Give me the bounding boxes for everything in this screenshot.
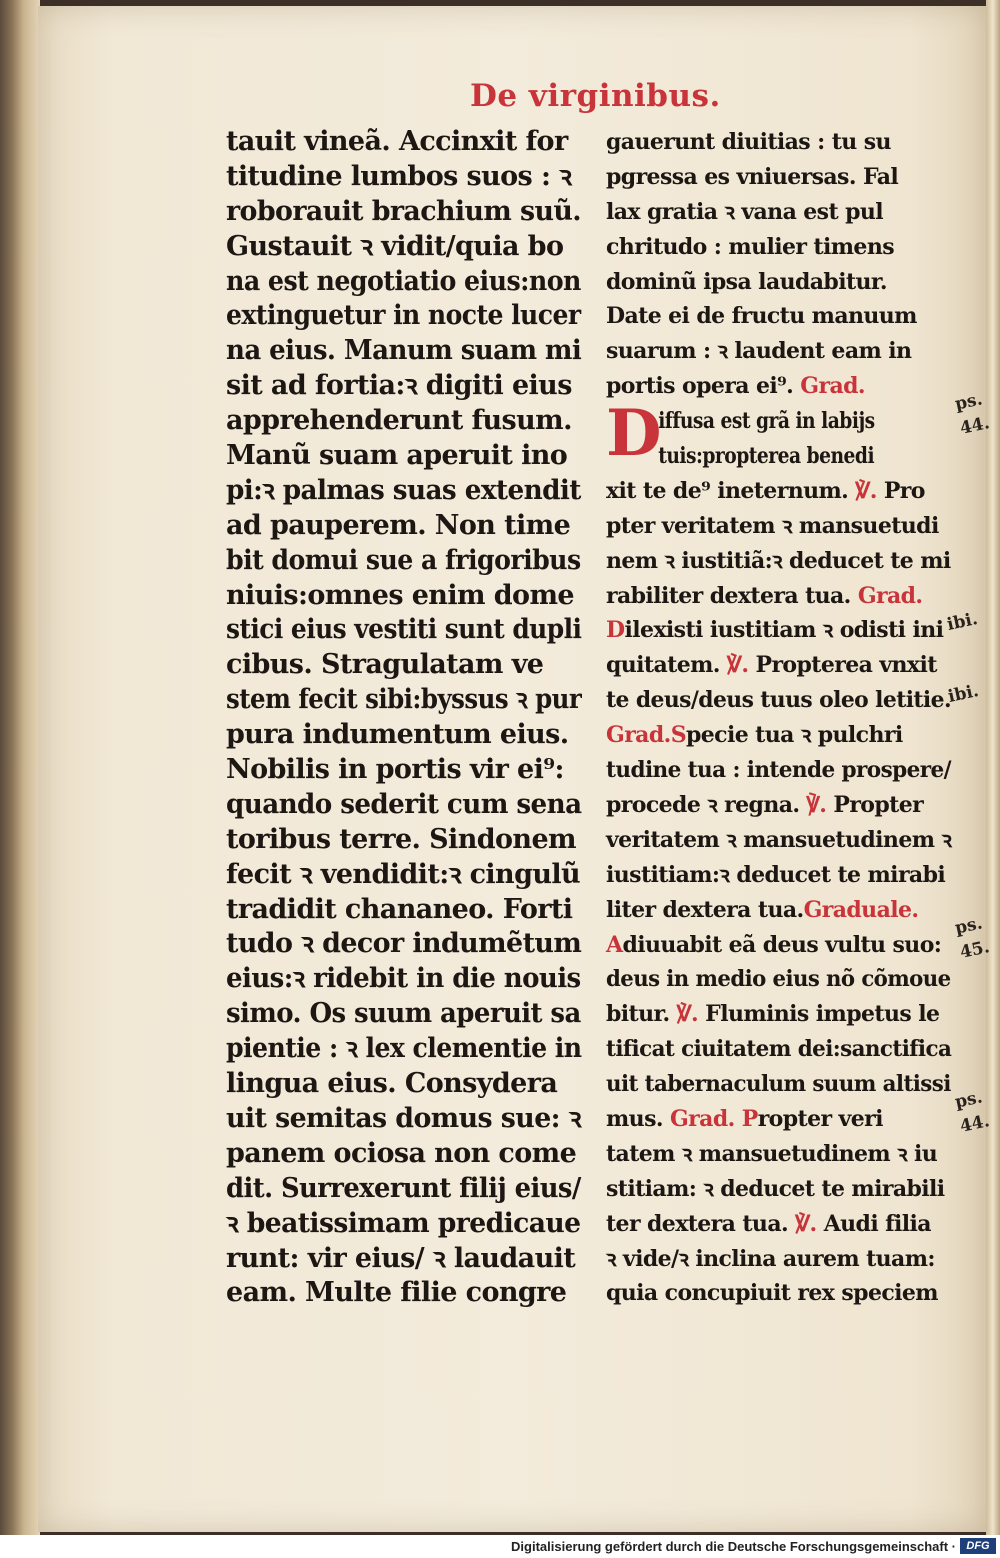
text-line: apprehenderunt fusum. <box>226 405 572 437</box>
text-line: pientie : ꝛ lex clementie in <box>226 1033 582 1065</box>
text-line: gauerunt diuitias : tu su <box>606 129 891 155</box>
text-segment: portis opera ei⁹. <box>606 373 794 400</box>
text-line: quando sederit cum sena <box>226 788 582 820</box>
text-segment: diuuabit eã deus vultu suo: <box>622 931 942 958</box>
text-line: quia concupiuit rex speciem <box>606 1280 938 1307</box>
text-line: extinguetur in nocte lucer <box>226 300 581 332</box>
rubric-grad: Grad. <box>606 722 671 749</box>
text-line: na est negotiatio eius:non <box>226 265 581 297</box>
text-line: Date ei de fructu manuum <box>606 303 917 330</box>
text-segment: procede ꝛ regna. <box>606 791 800 818</box>
text-line: eius:ꝛ ridebit in die nouis <box>226 963 581 995</box>
margin-note-psalm-number: 44. <box>958 1111 992 1137</box>
text-line: cibus. Stragulatam ve <box>226 649 544 681</box>
margin-note-psalm-ref: ps. <box>953 1087 985 1113</box>
text-line: Nobilis in portis vir ei⁹: <box>226 754 564 786</box>
text-line: chritudo : mulier timens <box>606 233 895 260</box>
text-line: pi:ꝛ palmas suas extendit <box>226 474 581 506</box>
text-line: simo. Os suum aperuit sa <box>226 998 581 1030</box>
text-line: titudine lumbos suos : ꝛ <box>226 160 572 192</box>
digitization-footer <box>0 1535 1000 1558</box>
text-line: fecit ꝛ vendidit:ꝛ cingulũ <box>226 858 581 890</box>
text-line: stem fecit sibi:byssus ꝛ pur <box>226 684 582 716</box>
dfg-logo: DFG <box>960 1538 996 1554</box>
text-line: iffusa est grã in labijs <box>658 408 875 435</box>
text-line: dominũ ipsa laudabitur. <box>606 268 887 295</box>
text-line: toribus terre. Sindonem <box>226 823 577 855</box>
text-line: bit domui sue a frigoribus <box>226 544 581 576</box>
text-line: runt: vir eius/ ꝛ laudauit <box>226 1242 576 1274</box>
text-line: Manũ suam aperuit ino <box>226 440 568 472</box>
text-line <box>606 474 951 509</box>
text-line: te deus/deus tuus oleo letitie. <box>606 687 951 714</box>
left-text-column <box>226 125 581 1311</box>
text-segment: rabiliter dextera tua. <box>606 582 851 609</box>
text-line: roborauit brachium suũ. <box>226 195 582 227</box>
rubric-versicle: ℣. <box>795 1210 817 1237</box>
text-line: suarum : ꝛ laudent eam in <box>606 338 912 365</box>
text-line <box>606 1102 951 1137</box>
text-segment: liter dextera tua. <box>606 896 804 923</box>
funding-credit: Digitalisierung gefördert durch die Deutsche Forschungsgemeinschaft · <box>511 1539 956 1554</box>
text-line: tatem ꝛ mansuetudinem ꝛ iu <box>606 1140 938 1167</box>
text-line <box>606 997 951 1032</box>
rubric-versicle: ℣. <box>855 477 877 504</box>
text-segment: xit te de⁹ ineternum. <box>606 477 849 504</box>
text-line: Gustauit ꝛ vidit/quia bo <box>226 230 564 262</box>
text-segment: mus. <box>606 1105 663 1132</box>
text-segment: Audi filia <box>823 1210 931 1237</box>
text-line: niuis:omnes enim dome <box>226 579 574 611</box>
text-line <box>606 788 951 823</box>
right-text-column <box>606 125 951 1311</box>
rubric-versicle: ℣. <box>676 1001 699 1028</box>
rubric-grad: Grad. <box>669 1105 735 1132</box>
text-line: dit. Surrexerunt filij eius/ <box>226 1172 581 1204</box>
text-line: stici eius vestiti sunt dupli <box>226 614 582 646</box>
margin-note-ibi: ibi. <box>946 681 981 707</box>
text-line: uit tabernaculum suum altissi <box>606 1071 951 1098</box>
text-line <box>606 613 951 648</box>
text-line: stitiam: ꝛ deducet te mirabili <box>606 1175 945 1202</box>
text-line: nem ꝛ iustitiã:ꝛ deducet te mi <box>606 547 951 574</box>
text-line: panem ociosa non come <box>226 1137 577 1169</box>
text-line: tificat ciuitatem dei:sanctifica <box>606 1036 952 1063</box>
rubric-versicle: ℣. <box>806 791 827 818</box>
text-line: tradidit chananeo. Forti <box>226 893 573 925</box>
text-segment: bitur. <box>606 1001 670 1028</box>
text-line: pgressa es vniuersas. Fal <box>606 163 899 190</box>
text-line: iustitiam:ꝛ deducet te mirabi <box>606 861 946 888</box>
text-line <box>606 893 951 928</box>
text-line: tauit vineã. Accinxit for <box>226 126 568 157</box>
margin-note-psalm-number: 45. <box>958 937 992 963</box>
text-line: tuis:propterea benedi <box>658 443 875 470</box>
text-line <box>606 718 951 753</box>
text-line: ad pauperem. Non time <box>226 509 571 541</box>
margin-note-psalm-ref: ps. <box>953 913 985 939</box>
text-line: uit semitas domus sue: ꝛ <box>226 1102 581 1134</box>
book-spine-edge <box>0 0 40 1535</box>
initial-capital-s: S <box>670 722 686 749</box>
text-segment: pecie tua ꝛ pulchri <box>685 722 903 749</box>
initial-block <box>606 396 951 474</box>
margin-note-psalm-ref: ps. <box>953 389 985 415</box>
text-line: na eius. Manum suam mi <box>226 335 582 367</box>
text-line: ꝛ vide/ꝛ inclina aurem tuam: <box>606 1245 935 1272</box>
text-segment: ter dextera tua. <box>606 1210 789 1237</box>
text-line: lingua eius. Consydera <box>226 1068 558 1100</box>
text-line <box>606 648 951 683</box>
text-line <box>606 928 951 963</box>
text-line: tudine tua : intende prospere/ <box>606 757 951 784</box>
text-segment: ilexisti iustitiam ꝛ odisti ini <box>624 617 944 644</box>
text-line: ꝛ beatissimam predicaue <box>226 1207 581 1239</box>
text-line: lax gratia ꝛ vana est pul <box>606 198 884 225</box>
initial-capital-a: A <box>606 931 623 958</box>
rubric-grad: Grad. <box>800 373 865 400</box>
text-line: pura indumentum eius. <box>226 719 569 751</box>
text-line <box>606 369 951 404</box>
rubric-graduale: Graduale. <box>803 896 919 923</box>
initial-capital-d: D <box>606 396 662 472</box>
text-line: eam. Multe filie congre <box>226 1277 567 1309</box>
initial-capital-d: D <box>606 617 625 644</box>
text-segment: Pro <box>883 477 925 504</box>
rubric-grad: Grad. <box>857 582 923 609</box>
page-right-edge <box>986 0 1000 1535</box>
text-line <box>606 1207 951 1242</box>
margin-note-psalm-number: 44. <box>958 413 992 439</box>
rubric-versicle: ℣. <box>726 652 749 679</box>
initial-capital-p: P <box>741 1105 758 1132</box>
text-line: sit ad fortia:ꝛ digiti eius <box>226 370 572 402</box>
text-line: deus in medio eius nõ cõmoue <box>606 966 951 993</box>
text-segment: ropter veri <box>757 1105 883 1132</box>
text-line: veritatem ꝛ mansuetudinem ꝛ <box>606 826 952 853</box>
text-line: tudo ꝛ decor indumẽtum <box>226 928 582 960</box>
text-segment: Fluminis impetus le <box>705 1001 940 1028</box>
text-segment: quitatem. <box>606 652 720 679</box>
text-line <box>606 579 951 614</box>
margin-note-ibi: ibi. <box>945 609 980 635</box>
text-segment: Propterea vnxit <box>755 652 937 679</box>
text-segment: Propter <box>833 791 924 818</box>
page-running-title: De virginibus. <box>470 78 721 114</box>
text-line: pter veritatem ꝛ mansuetudi <box>606 512 939 539</box>
